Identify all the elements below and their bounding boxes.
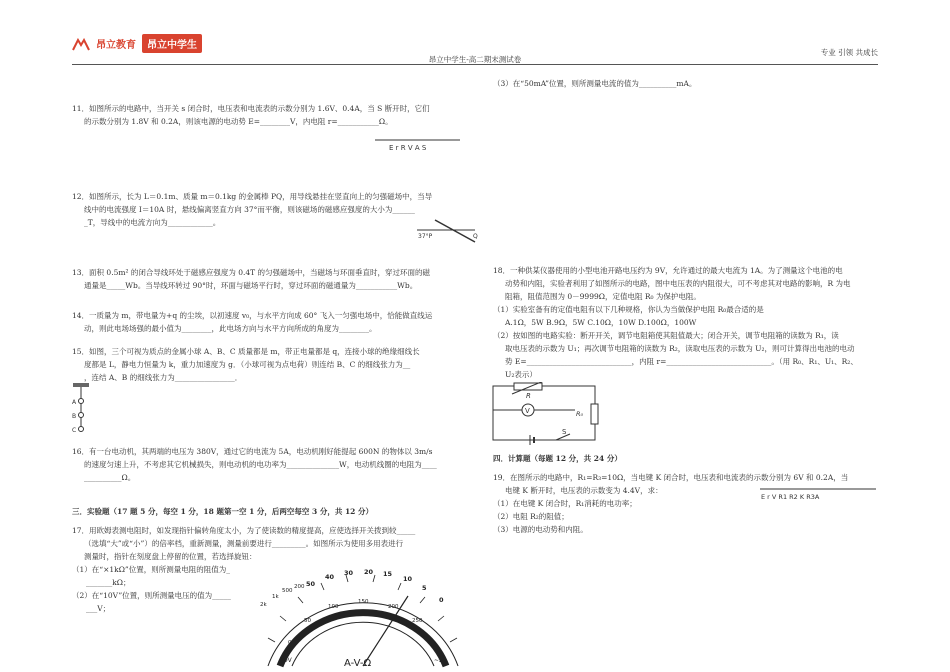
q11 <box>72 102 430 128</box>
q17-part3: （3）在“50mA”位置，则所测量电流的值为__________mA。 <box>493 79 697 88</box>
q19-line: 电键 K 断开时，电压表的示数变为 4.4V，求： <box>505 486 663 495</box>
q15-line: 15．如图，三个可视为质点的金属小球 A、B、C 质量都是 m，带正电量都是 q，连接小球的绝缘细线长 <box>72 347 420 356</box>
q15-line: ，连结 A、B 的细线张力为________________． <box>84 373 243 382</box>
q14 <box>72 309 432 335</box>
meter-mid-tick: 50 <box>304 618 311 624</box>
meter-mid-tick: 100 <box>328 604 339 610</box>
q18-line: U₂表示） <box>505 370 537 379</box>
q18-line: 动势和内阻，实验者利用了如图所示的电路，图中电压表的内阻很大，可不考虑其对电路的影响，R 为电 <box>505 279 851 288</box>
q12-line: 线中的电流强度 I＝10A 时，悬线偏离竖直方向 37°而平衡，则该磁场的磁感应强度的大小为______ <box>84 205 415 214</box>
q12-line: _T，导线中的电流方向为____________。 <box>84 218 221 227</box>
q18 <box>493 264 858 381</box>
logo-badge: 昂立中学生 <box>142 34 202 53</box>
meter-mid-tick: 200 <box>388 604 399 610</box>
q19-line: （3）电源的电动势和内阻。 <box>493 525 588 534</box>
q16-line: __________Ω。 <box>84 473 136 482</box>
voltmeter-label: V <box>525 407 530 415</box>
q13 <box>72 266 430 292</box>
q17-line: 17．用欧姆表测电阻时，如发现指针偏转角度太小，为了使读数的精度提高，应使选择开关拨到较_____ <box>72 526 416 535</box>
q11-circuit-labels: E r R V A S <box>389 144 427 152</box>
q17-part1-line: （1）在“×1kΩ”位置，则所测量电阻的阻值为_ <box>72 565 231 574</box>
q19-line: 19．在图所示的电路中，R₁=R₃=10Ω，当电键 K 闭合时，电压表和电流表的示数分别为 6V 和 0.2A，当 <box>493 473 849 482</box>
q12-angle-label: 37°P <box>418 233 433 240</box>
meter-top-tick: 5 <box>422 584 427 592</box>
q12 <box>72 190 432 229</box>
meter-left-mark: 1k <box>272 594 279 600</box>
q18-line: 阻箱，阻值范围为 0－9999Ω，定值电阻 R₀ 为保护电阻。 <box>505 292 701 301</box>
q12-line: 12．如图所示，长为 L＝0.1m、质量 m＝0.1kg 的金属棒 PQ，用导线悬挂在竖直向上的匀强磁场中，当导 <box>72 192 433 201</box>
r0-label: R₀ <box>576 410 584 418</box>
q18-line: 取电压表的示数为 U₁；再次调节电阻箱的读数为 R₂，读取电压表的示数为 U₂，则可计算得出电池的电动 <box>505 344 855 353</box>
ball-a-label: A <box>72 399 77 406</box>
meter-top-tick: 50 <box>306 580 316 588</box>
q18-line: （1）实验室备有的定值电阻有以下几种规格，你认为当做保护电阻 R₀最合适的是 <box>493 305 764 314</box>
q19-line: （1）在电键 K 闭合时，R₁消耗的电功率； <box>493 499 637 508</box>
logo-text: 昂立教育 <box>96 40 136 51</box>
ball-c-label: C <box>72 427 77 434</box>
meter-top-tick: 0 <box>439 596 444 604</box>
q19-circuit-figure <box>758 484 878 502</box>
meter-left-mark: 500 <box>282 588 293 594</box>
meter-top-tick: 20 <box>364 568 374 576</box>
meter-top-tick: 15 <box>383 570 393 578</box>
q11-line: 的示数分别为 1.8V 和 0.2A，则该电源的电动势 E=________V，内电阻 r=___________Ω。 <box>84 117 393 126</box>
meter-top-tick: 30 <box>344 569 354 577</box>
q19-line: （2）电阻 R₂的阻值； <box>493 512 569 521</box>
q17-part2-line: ___V； <box>86 604 111 613</box>
q19 <box>493 471 848 536</box>
logo-icon <box>72 37 90 51</box>
section-3-heading: 三．实验题（17 题 5 分，每空 1 分，18 题第一空 1 分，后两空每空 3 分，共 12 分） <box>72 507 374 516</box>
q12-q-label: Q <box>473 233 478 240</box>
q15-ball-figure <box>72 383 92 443</box>
q14-line: 14．一质量为 m，带电量为+q 的尘埃，以初速度 v₀，与水平方向成 60° 飞入一匀强电场中，恰能做直线运 <box>72 311 433 320</box>
header-slogan: 专业 引领 共成长 <box>820 48 878 57</box>
q13-line: 通量是_____Wb。当导线环转过 90°时，环面与磁场平行时，穿过环面的磁通量为___________Wb。 <box>84 281 418 290</box>
q17 <box>72 524 415 563</box>
q12-rod-figure <box>415 214 480 244</box>
q13-line: 13．面积 0.5m² 的闭合导线环处于磁感应强度为 0.4T 的匀强磁场中，当磁场与环面垂直时，穿过环面的磁 <box>72 268 431 277</box>
page-title: 昂立中学生-高二期末测试卷 <box>428 55 522 64</box>
meter-top-tick: 10 <box>403 575 413 583</box>
q18-line: （2）按如图的电路实验：断开开关，调节电阻箱使其阻值最大；闭合开关，调节电阻箱的读数为 R₁，读 <box>493 331 839 340</box>
q17-line: （选填“大”或“小”）的倍率档，重新测量，测量前要进行_________。如图所示为使用多用表进行 <box>84 539 404 548</box>
multimeter-dial-figure <box>258 566 468 672</box>
q15-line: 度都是 L，静电力恒量为 k，重力加速度为 g．（小球可视为点电荷）则连结 B、C 的细线张力为__ <box>84 360 411 369</box>
header-divider <box>72 64 878 65</box>
q17-part1-line: _______kΩ； <box>86 578 131 587</box>
q16-line: 16．有一台电动机，其两端的电压为 380V，通过它的电流为 5A，电动机刚好能提起 600N 的物体以 3m/s <box>72 447 433 456</box>
q11-circuit-figure <box>375 136 460 152</box>
q19-circuit-labels: E r V R1 R2 K R3A <box>761 493 820 501</box>
q18-line: A.1Ω，5W B.9Ω，5W C.10Ω，10W D.100Ω，100W <box>505 318 697 327</box>
header-logo <box>72 34 202 53</box>
rheostat-label: R <box>526 392 531 400</box>
meter-label: A-V-Ω <box>344 658 372 669</box>
meter-right-bottom: ~2 <box>434 657 443 664</box>
meter-top-tick: 40 <box>325 573 335 581</box>
q16-line: 的速度匀速上升，不考虑其它机械损失，则电动机的电功率为______________W，电动机线圈的电阻为____ <box>84 460 437 469</box>
q14-line: 动，则此电场场强的最小值为________，此电场方向与水平方向所成的角度为________。 <box>84 324 377 333</box>
section-4-heading: 四．计算题（每题 12 分，共 24 分） <box>493 454 622 463</box>
q17-part2-line: （2）在“10V”位置，则所测量电压的值为_____ <box>72 591 231 600</box>
meter-left-mark: 200 <box>294 584 305 590</box>
q18-circuit-figure <box>490 382 605 446</box>
q16 <box>72 445 437 484</box>
q17-part2 <box>72 589 231 615</box>
q15 <box>72 345 420 384</box>
q18-line: 势 E=____________________________，内阻 r=____________________________。（用 R₀、R₁、U₁、R₂、 <box>505 357 858 366</box>
meter-mid-tick: 150 <box>358 599 369 605</box>
meter-mid-tick: 250 <box>412 618 423 624</box>
meter-mid-tick: 0 <box>288 640 292 646</box>
q17-part1 <box>72 563 230 589</box>
meter-left-mark: 2k <box>260 602 267 608</box>
q17-line: 测量时，指针在刻度盘上停留的位置，若选择旋钮： <box>84 552 257 561</box>
q11-line: 11．如图所示的电路中，当开关 s 闭合时，电压表和电流表的示数分别为 1.6V、0.4A，当 S 断开时，它们 <box>72 104 430 113</box>
meter-left-bottom: 10V <box>280 657 292 664</box>
ball-b-label: B <box>72 413 77 420</box>
q18-line: 18．一种供某仪器使用的小型电池开路电压约为 9V，允许通过的最大电流为 1A。为了测量这个电池的电 <box>493 266 843 275</box>
switch-label: S <box>562 428 567 436</box>
